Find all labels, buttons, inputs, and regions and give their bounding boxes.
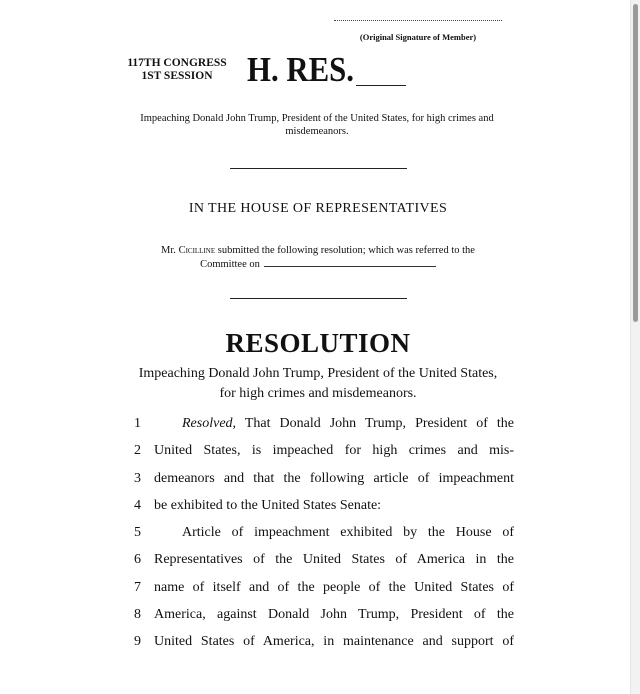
line-number: 6 — [134, 552, 141, 568]
resolution-title: Impeaching Donald John Trump, President of the United States, for high crimes and misdemeanors. — [138, 366, 498, 401]
submitted-text: submitted the following resolution; which was referred to the — [217, 245, 475, 256]
numbered-line — [134, 441, 514, 468]
congress-label: 117TH CONGRESS — [127, 57, 227, 69]
numbered-line — [134, 632, 514, 659]
scrollbar-thumb[interactable] — [633, 4, 638, 322]
committee-label: Committee on — [200, 259, 260, 270]
line-number: 8 — [134, 607, 141, 623]
line-number: 3 — [134, 470, 141, 486]
line-number: 1 — [134, 416, 141, 431]
line-number: 7 — [134, 579, 141, 595]
numbered-line — [134, 605, 514, 632]
numbered-line — [134, 414, 514, 441]
sponsor-name: Cicilline — [178, 245, 216, 256]
line-text: Representatives of the United States of America in the — [154, 552, 514, 568]
resolution-heading: RESOLUTION — [225, 328, 411, 358]
line-number: 9 — [134, 634, 141, 650]
short-title: Impeaching Donald John Trump, President of the United States, for high crimes and misdemeanors. — [140, 113, 494, 137]
line-text: Article of impeachment exhibited by the House of — [182, 525, 514, 541]
bill-number-blank — [356, 85, 406, 86]
signature-label: (Original Signature of Member) — [359, 32, 477, 42]
committee-blank — [264, 265, 436, 267]
line-text: demeanors and that the following article of impeachment — [154, 470, 514, 486]
numbered-line — [134, 496, 514, 523]
line-number: 2 — [134, 443, 141, 459]
line-number: 4 — [134, 497, 141, 513]
numbered-line — [134, 523, 514, 550]
line-text: United States, is impeached for high crimes and mis- — [154, 443, 514, 459]
numbered-line — [134, 469, 514, 496]
bill-type: H. RES. — [247, 50, 354, 89]
line-text: be exhibited to the United States Senate: — [154, 497, 382, 513]
divider-rule — [230, 168, 407, 169]
sponsor-prefix: Mr. — [161, 245, 176, 256]
signature-line — [334, 20, 502, 21]
numbered-line — [134, 578, 514, 605]
submission-statement — [128, 244, 508, 272]
line-text: That Donald John Trump, President of the — [244, 416, 515, 431]
resolved-word: Resolved, — [182, 416, 237, 431]
divider-rule — [230, 298, 407, 299]
line-text: name of itself and of the people of the United States of — [154, 579, 514, 595]
house-heading: IN THE HOUSE OF REPRESENTATIVES — [188, 201, 448, 216]
line-text: America, against Donald John Trump, President of the — [154, 607, 514, 623]
session-label: 1ST SESSION — [141, 70, 213, 82]
congress-session-block — [118, 57, 236, 83]
resolution-body — [134, 414, 514, 660]
numbered-line — [134, 550, 514, 577]
line-number: 5 — [134, 525, 141, 541]
vertical-scrollbar[interactable] — [630, 0, 640, 694]
line-text: United States of America, in maintenance and support of — [154, 634, 514, 650]
